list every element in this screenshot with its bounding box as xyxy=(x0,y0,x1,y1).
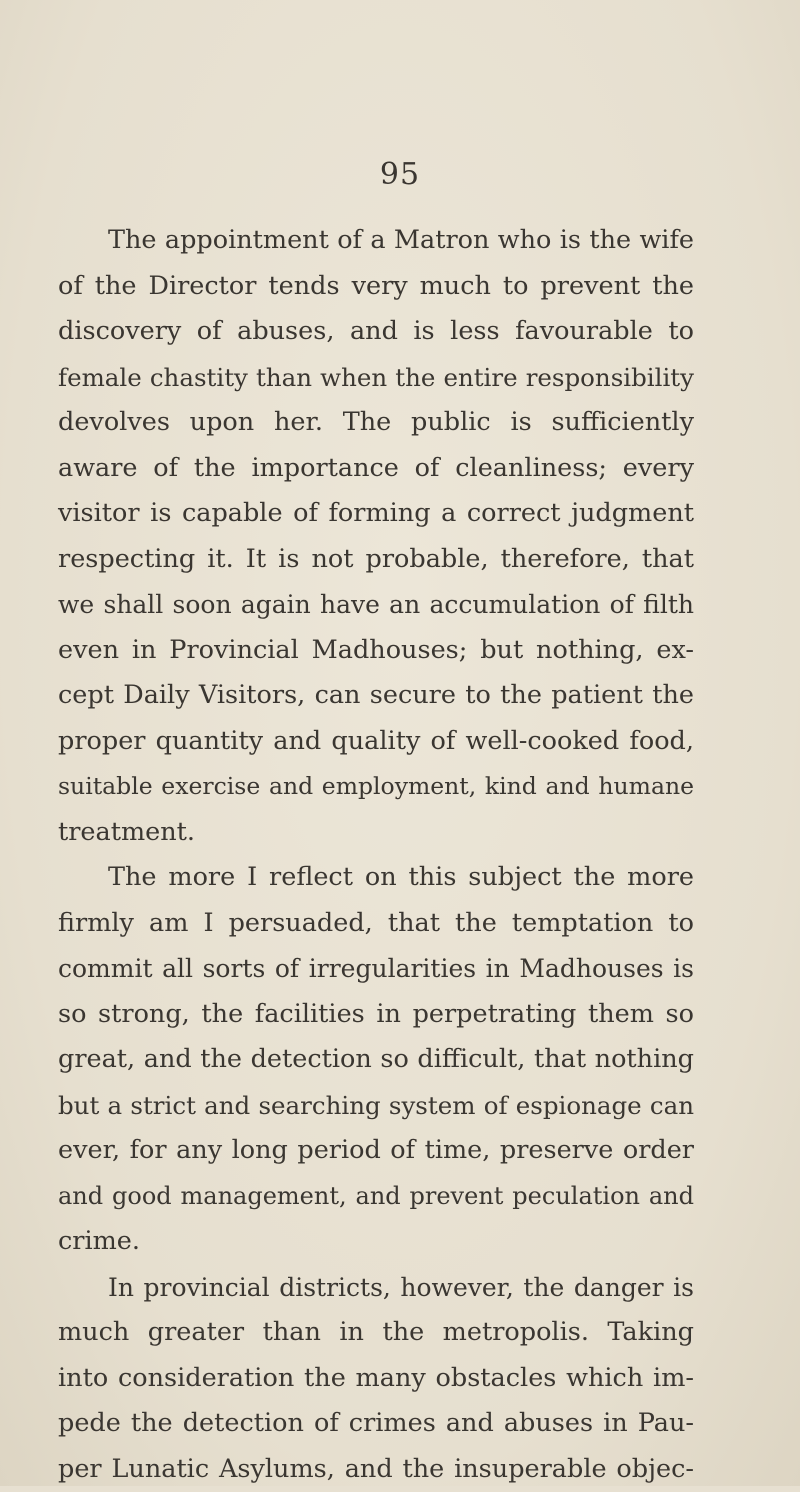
text-line: In provincial districts, however, the danger is xyxy=(58,1265,694,1311)
text-line: cept Daily Visitors, can secure to the patient the xyxy=(58,673,694,719)
text-line: pede the detection of crimes and abuses in Pau- xyxy=(58,1401,694,1447)
paragraph-1 xyxy=(58,218,694,855)
text-line: great, and the detection so difficult, that nothing xyxy=(58,1037,694,1083)
text-line: commit all sorts of irregularities in Madhouses is xyxy=(58,946,694,992)
text-line: devolves upon her. The public is sufficiently xyxy=(58,400,694,446)
text-line: The appointment of a Matron who is the wife xyxy=(58,218,694,264)
text-line: ever, for any long period of time, preserve order xyxy=(58,1128,694,1174)
text-line: female chastity than when the entire responsibility xyxy=(58,355,694,401)
body-text xyxy=(58,218,694,1492)
text-line: so strong, the facilities in perpetrating them so xyxy=(58,992,694,1038)
text-line: suitable exercise and employment, kind and humane xyxy=(58,764,694,810)
paragraph-2 xyxy=(58,855,694,1265)
text-line: proper quantity and quality of well-cooked food, xyxy=(58,719,694,765)
text-line: aware of the importance of cleanliness; every xyxy=(58,446,694,492)
text-line: The more I reflect on this subject the more xyxy=(58,855,694,901)
text-line: of the Director tends very much to prevent the xyxy=(58,264,694,310)
text-line: much greater than in the metropolis. Taking xyxy=(58,1310,694,1356)
text-line: into consideration the many obstacles which im- xyxy=(58,1356,694,1402)
text-line: per Lunatic Asylums, and the insuperable objec- xyxy=(58,1447,694,1492)
text-line: we shall soon again have an accumulation of filth xyxy=(58,582,694,628)
text-line: even in Provincial Madhouses; but nothing, ex- xyxy=(58,628,694,674)
text-line: discovery of abuses, and is less favourable to xyxy=(58,309,694,355)
text-line: and good management, and prevent peculation and xyxy=(58,1174,694,1220)
page-number: 95 xyxy=(0,157,800,192)
text-line: visitor is capable of forming a correct judgment xyxy=(58,491,694,537)
text-line: but a strict and searching system of espionage can xyxy=(58,1083,694,1129)
text-line: crime. xyxy=(58,1219,694,1265)
text-line: firmly am I persuaded, that the temptation to xyxy=(58,901,694,947)
paragraph-3 xyxy=(58,1265,694,1492)
text-line: treatment. xyxy=(58,810,694,856)
text-line: respecting it. It is not probable, therefore, that xyxy=(58,537,694,583)
